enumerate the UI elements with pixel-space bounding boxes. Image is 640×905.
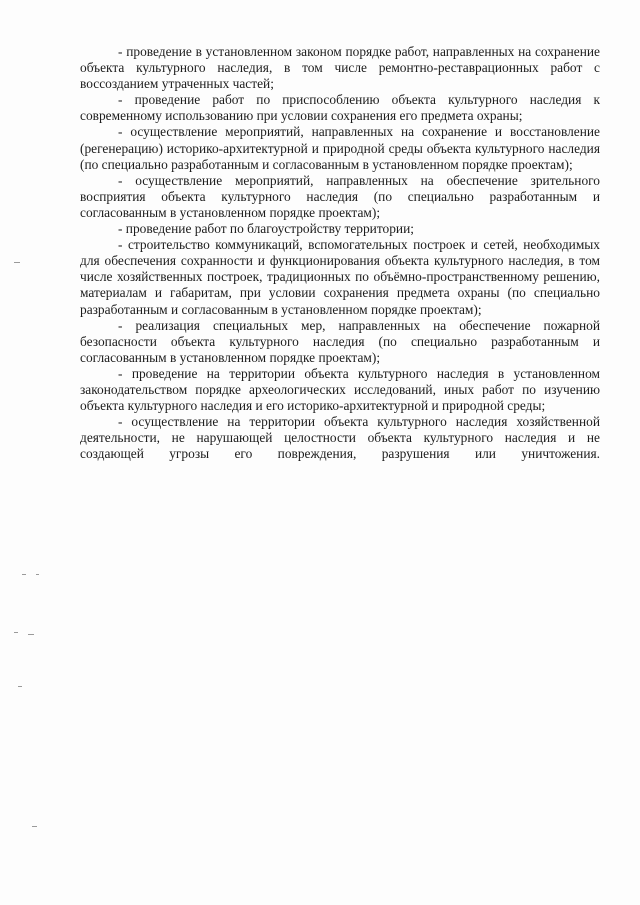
- scan-artifact-mark: [14, 262, 20, 263]
- paragraph-visual-perception: - осуществление мероприятий, направленных на обеспечение зрительного восприятия объекта культурного наследия (по специально разработанным и согласованным в установленном порядке проектам);: [80, 172, 600, 220]
- paragraph-utilities-construction: - строительство коммуникаций, вспомогательных построек и сетей, необходимых для обеспечения сохранности и функционирования объекта культурного наследия, в том числе хозяйственных построек, традиционных по объёмно-пространственному решению, материалам и габаритам, при условии сохранения предмета охраны (по специально разработанным и согласованным в установленном порядке проектам);: [80, 237, 600, 317]
- paragraph-archaeological-research: - проведение на территории объекта культурного наследия в установленном законодательством порядке археологических исследований, иных работ по изучению объекта культурного наследия и его историко-архитектурной и природной среды;: [80, 365, 600, 414]
- scan-artifact-mark: [22, 574, 26, 575]
- document-body: [80, 44, 600, 462]
- paragraph-fire-safety: - реализация специальных мер, направленных на обеспечение пожарной безопасности объекта культурного наследия (по специально разработанным и согласованным в установленном порядке проектам);: [80, 317, 600, 365]
- paragraph-landscaping: - проведение работ по благоустройству территории;: [118, 221, 414, 237]
- scan-artifact-mark: [14, 632, 18, 633]
- scan-artifact-mark: [28, 634, 34, 635]
- paragraph-restoration-works: - проведение в установленном законом порядке работ, направленных на сохранение объекта культурного наследия, в том числе ремонтно-реставрационных работ с воссозданием утраченных частей;: [80, 44, 600, 92]
- scan-artifact-mark: [32, 826, 37, 827]
- scan-artifact-mark: [18, 686, 22, 687]
- paragraph-adaptation-works: - проведение работ по приспособлению объекта культурного наследия к современному использованию при условии сохранения его предмета охраны;: [80, 92, 600, 124]
- paragraph-environment-regeneration: - осуществление мероприятий, направленных на сохранение и восстановление (регенерацию) историко-архитектурной и природной среды объекта культурного наследия (по специально разработанным и согласованным в установленном порядке проектам);: [80, 124, 600, 172]
- paragraph-economic-activity: - осуществление на территории объекта культурного наследия хозяйственной деятельности, не нарушающей целостности объекта культурного наследия и не создающей угрозы его повреждения, разрушения или уничтожения.: [80, 414, 600, 462]
- scan-artifact-mark: [36, 574, 39, 575]
